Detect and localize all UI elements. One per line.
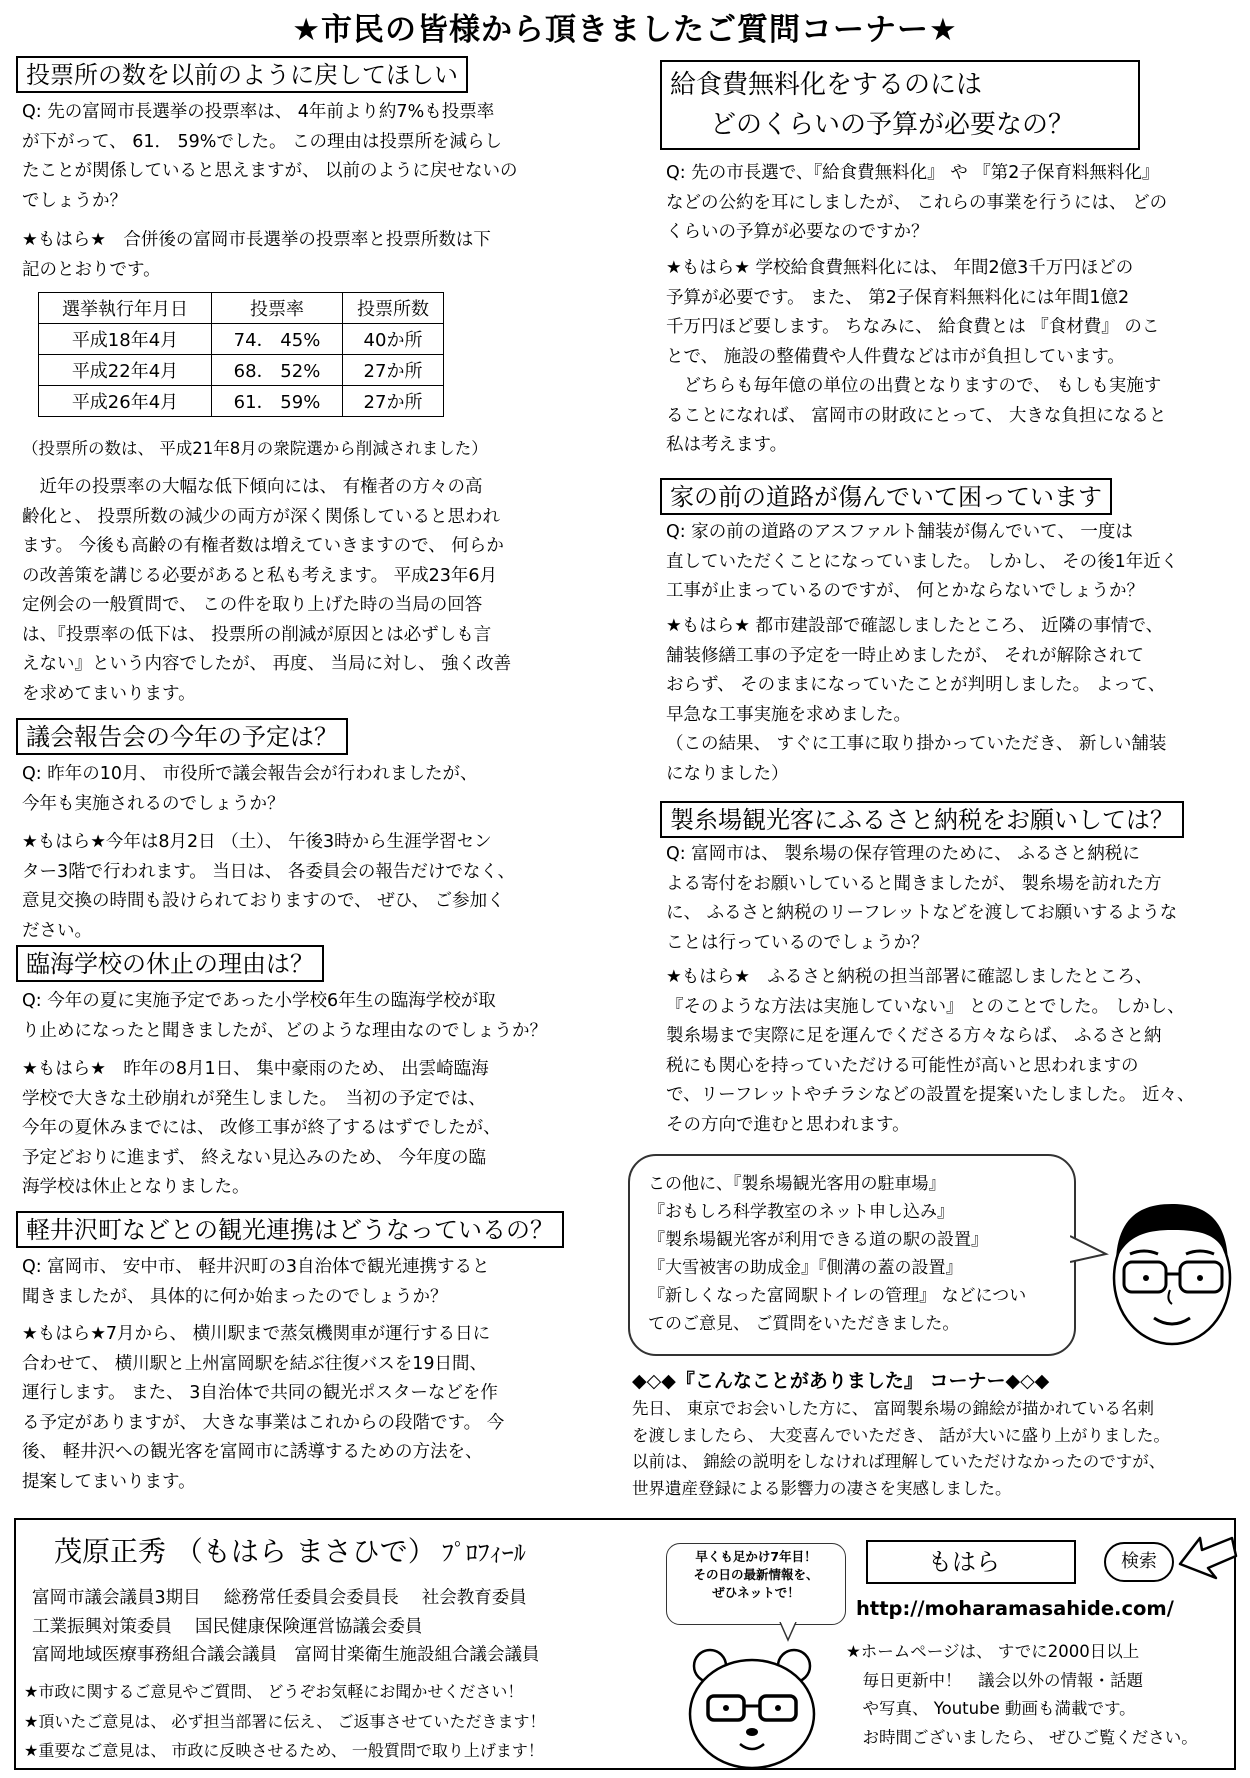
profile-role: 工業振興対策委員 国民健康保険運営協議会委員 xyxy=(32,1616,423,1637)
hometown-tax-question: Q: 富岡市は、 製糸場の保存管理のために、 ふるさと納税に よる寄付をお願いしていると聞きましたが、 製糸場を訪れた方 に、 ふるさと納税のリーフレットなどを渡してお願いするような ことは行っているのでしょうか？ xyxy=(666,844,1178,953)
section-heading-assembly: 議会報告会の今年の予定は？ xyxy=(16,718,348,755)
profile-notes xyxy=(24,1677,674,1766)
profile-note: ★頂いたご意見は、 必ず担当部署に伝え、 ご返事させていただきます！ xyxy=(24,1711,546,1731)
small-bubble: 早くも足かけ7年目！ その日の最新情報を、 ぜひネットで！ xyxy=(666,1543,846,1625)
turnout-table xyxy=(38,292,444,417)
homepage-note: ★ホームページは、 すでに2000日以上 毎日更新中！ 議会以外の情報・話題 や写真、 Youtube 動画も満載です。 お時間ございましたら、 ぜひご覧ください。 xyxy=(846,1642,1198,1747)
polling-question: Q: 先の富岡市長選挙の投票率は、 4年前より約7%も投票率 が下がって、 61． 59%でした。 この理由は投票所を減らし たことが関係していると思えますが、 以前のように戻せないの でしょうか？ xyxy=(22,102,518,211)
polling-body: 近年の投票率の大幅な低下傾向には、 有権者の方々の高 齢化と、 投票所数の減少の両方が深く関係していると思われ ます。 今後も高齢の有権者数は増えていきますので、 何らか の改善策を講じる必要があると私も考えます。 平成23年6月 定例会の一般質問で、 この件を取り上げた時の当局の回答 は、『投票率の低下は、 投票所の削減が原因とは必ずしも言 えない』という内容でしたが、 再度、 当局に対し、 強く改善 を求めてまいります。 xyxy=(22,477,512,704)
search-input[interactable]: もはら xyxy=(866,1540,1076,1584)
table-header: 選挙執行年月日 xyxy=(39,293,212,324)
table-cell: 27か所 xyxy=(343,386,444,417)
small-bubble-tail xyxy=(778,1622,802,1642)
table-cell: 61． 59% xyxy=(212,386,343,417)
tourism-answer: ★もはら★7月から、 横川駅まで蒸気機関車が運行する日に 合わせて、 横川駅と上州富岡駅を結ぶ往復バスを19日間、 運行します。 また、 3自治体で共同の観光ポスターなどを作 る予定がありますが、 大きな事業はこれからの段階です。 今 後、 軽井沢への観光客を富岡市に誘導するための方法を、 提案してまいります。 xyxy=(22,1324,505,1492)
table-row xyxy=(39,324,444,355)
homepage-url[interactable]: http://moharamasahide.com/ xyxy=(856,1597,1174,1620)
road-answer: ★もはら★ 都市建設部で確認しましたところ、 近隣の事情で、 舗装修繕工事の予定を一時止めましたが、 それが解除されて おらず、 そのままになっていたことが判明しました。 よって、 早急な工事実施を求めました。 （この結果、 すぐに工事に取り掛かっていただき、 新しい舗装 になりました） xyxy=(666,616,1167,784)
profile-name xyxy=(54,1530,526,1570)
table-header-row xyxy=(39,293,444,324)
table-cell: 74． 45% xyxy=(212,324,343,355)
speech-bubble xyxy=(628,1154,1076,1356)
profile-name-text: 茂原正秀 （もはら まさひで） xyxy=(54,1535,436,1568)
table-cell: 68． 52% xyxy=(212,355,343,386)
section-heading-road: 家の前の道路が傷んでいて困っています xyxy=(660,478,1112,515)
profile-note: ★重要なご意見は、 市政に反映させるため、 一般質問で取り上げます！ xyxy=(24,1741,544,1760)
profile-role: 富岡地域医療事務組合議会議員 富岡甘楽衛生施設組合議会議員 xyxy=(32,1645,540,1665)
section-heading-hometown-tax: 製糸場観光客にふるさと納税をお願いしては？ xyxy=(660,801,1184,838)
profile-name-suffix: ﾌﾟﾛﾌｨｰﾙ xyxy=(441,1539,526,1567)
corner-body: 先日、 東京でお会いした方に、 富岡製糸場の錦絵が描かれている名刺 を渡しましたら、 大変喜んでいただき、 話が大いに盛り上がりました。 以前は、 錦絵の説明をしなければ理解していただけなかったのですが、 世界遺産登録による影響力の凄さを実感しました。 xyxy=(632,1399,1170,1498)
seaside-school-answer: ★もはら★ 昨年の8月1日、 集中豪雨のため、 出雲崎臨海 学校で大きな土砂崩れが発生しました。 当初の予定では、 今年の夏休みまでには、 改修工事が終了するはずでしたが、 予定どおりに進まず、 終えない見込みのため、 今年度の臨 海学校は休止となりました。 xyxy=(22,1059,501,1197)
table-cell: 平成22年4月 xyxy=(39,355,212,386)
pointing-arrow-icon xyxy=(1176,1532,1238,1586)
assembly-answer: ★もはら★今年は8月2日 （土）、 午後3時から生涯学習セン ター3階で行われます。 当日は、 各委員会の報告だけでなく、 意見交換の時間も設けられておりますので、 ぜひ、 ご参加く ださい。 xyxy=(22,832,516,941)
school-lunch-answer: ★もはら★ 学校給食費無料化には、 年間2億3千万円ほどの 予算が必要です。 また、 第2子保育料無料化には年間1億2 千万円ほど要します。 ちなみに、 給食費とは 『食材費』 のこ とで、 施設の整備費や人件費などは市が負担しています。 どちらも毎年億の単位の出費となりますので、 もしも実施す ることになれば、 富岡市の財政にとって、 大きな負担になると 私は考えます。 xyxy=(666,258,1167,455)
section-heading-tourism: 軽井沢町などとの観光連携はどうなっているの？ xyxy=(16,1211,564,1248)
page-title: ★市民の皆様から頂きましたご質問コーナー★ xyxy=(292,12,958,48)
school-lunch-heading-line2: どのくらいの予算が必要なの？ xyxy=(710,110,1075,140)
table-header: 投票率 xyxy=(212,293,343,324)
road-question: Q: 家の前の道路のアスファルト舗装が傷んでいて、 一度は 直していただくことになっていました。 しかし、 その後1年近く 工事が止まっているのですが、 何とかならないでしょうか？ xyxy=(666,522,1179,601)
avatar-man-icon xyxy=(1102,1190,1242,1350)
table-cell: 平成18年4月 xyxy=(39,324,212,355)
polling-answer: ★もはら★ 合併後の富岡市長選挙の投票率と投票所数は下 記のとおりです。 xyxy=(22,230,491,280)
section-heading-seaside-school: 臨海学校の休止の理由は？ xyxy=(16,945,324,982)
polling-note: （投票所の数は、 平成21年8月の衆院選から削減されました） xyxy=(22,439,488,458)
table-cell: 40か所 xyxy=(343,324,444,355)
school-lunch-heading-line1: 給食費無料化をするのには xyxy=(670,70,983,100)
profile-roles xyxy=(32,1584,682,1670)
assembly-question: Q: 昨年の10月、 市役所で議会報告会が行われましたが、 今年も実施されるのでしょうか？ xyxy=(22,764,478,814)
tourism-question: Q: 富岡市、 安中市、 軽井沢町の3自治体で観光連携すると 聞きましたが、 具体的に何か始まったのでしょうか？ xyxy=(22,1257,490,1307)
seaside-school-question: Q: 今年の夏に実施予定であった小学校6年生の臨海学校が取 り止めになったと聞きましたが、どのような理由なのでしょうか？ xyxy=(22,991,547,1041)
table-row xyxy=(39,355,444,386)
profile-note: ★市政に関するご意見やご質問、 どうぞお気軽にお聞かせください！ xyxy=(24,1682,524,1701)
speech-bubble-text: この他に、『製糸場観光客用の駐車場』 『おもしろ科学教室のネット申し込み』 『製糸場観光客が利用できる道の駅の設置』 『大雪被害の助成金』『側溝の蓋の設置』 『新しくなった富岡駅トイレの管理』 などについ てのご意見、 ご質問をいただきました。 xyxy=(648,1174,1027,1334)
search-button[interactable]: 検索 xyxy=(1104,1542,1174,1582)
section-heading-school-lunch xyxy=(660,60,1140,150)
table-row xyxy=(39,386,444,417)
section-heading-polling: 投票所の数を以前のように戻してほしい xyxy=(16,56,468,93)
table-cell: 平成26年4月 xyxy=(39,386,212,417)
hometown-tax-answer: ★もはら★ ふるさと納税の担当部署に確認しましたところ、 『そのような方法は実施していない』 とのことでした。 しかし、 製糸場まで実際に足を運んでくださる方々ならば、 ふるさと納 税にも関心を持っていただける可能性が高いと思われますの で、リーフレットやチラシなどの設置を提案いたしました。 近々、 その方向で進むと思われます。 xyxy=(666,967,1195,1135)
profile-role: 富岡市議会議員3期目 総務常任委員会委員長 社会教育委員 xyxy=(32,1588,527,1608)
table-cell: 27か所 xyxy=(343,355,444,386)
bear-mascot-icon xyxy=(682,1640,822,1768)
table-header: 投票所数 xyxy=(343,293,444,324)
corner-heading: ◆◇◆『こんなことがありました』 コーナー◆◇◆ xyxy=(632,1370,1050,1392)
school-lunch-question: Q: 先の市長選で、『給食費無料化』 や 『第2子保育料無料化』 などの公約を耳にしましたが、 これらの事業を行うには、 どの くらいの予算が必要なのですか？ xyxy=(666,163,1168,242)
